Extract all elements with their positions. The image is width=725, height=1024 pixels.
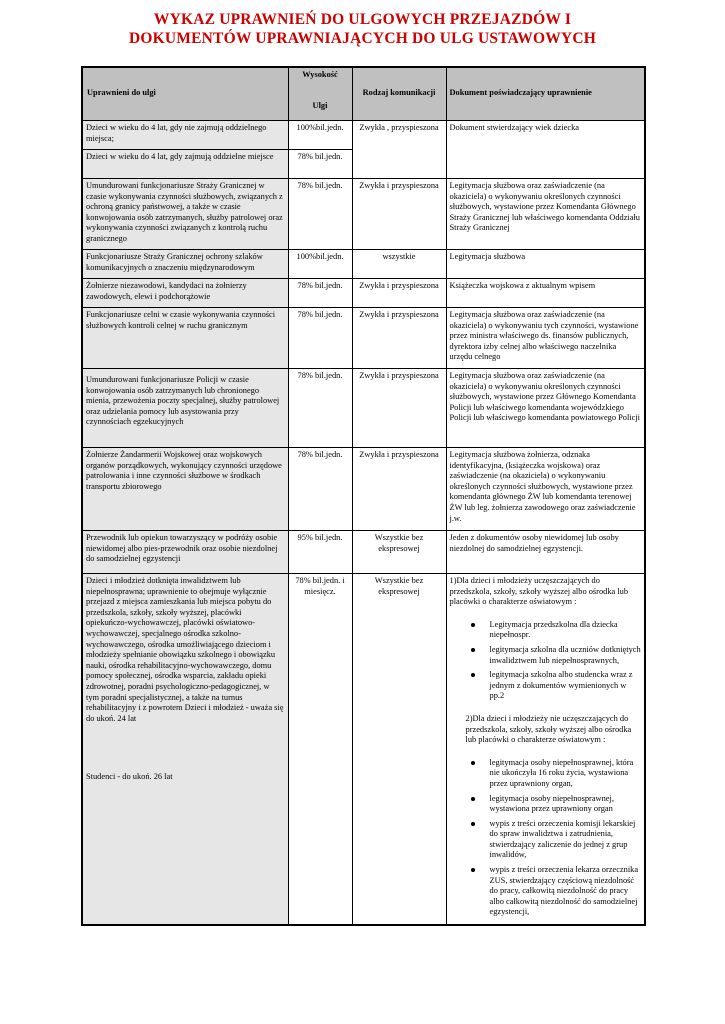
cell-transport: wszystkie: [352, 250, 446, 279]
cell-transport: Zwykła , przyspieszona: [352, 121, 446, 179]
title-line-1: WYKAZ UPRAWNIEŃ DO ULGOWYCH PRZEJAZDÓW I: [153, 11, 572, 28]
header-amount-line2: Ulgi: [312, 100, 328, 110]
cell-amount: 78% bil.jedn.: [288, 308, 352, 369]
document-list-2: [450, 758, 642, 918]
cell-amount: 78% bil.jedn.: [288, 179, 352, 250]
list-item: legitymacja osoby niepełnosprawnej, wystawiona przez uprawniony organ: [450, 794, 642, 815]
document-intro-1: 1)Dla dzieci i młodzieży uczęszczających do przedszkola, szkoły, szkoły wyższej albo ośrodka lub placówki o charakterze oświatowym :: [449, 576, 629, 607]
cell-amount: 100%bil.jedn.: [288, 250, 352, 279]
entitlements-table: [81, 66, 646, 926]
cell-entitled: Przewodnik lub opiekun towarzyszący w podróży osobie niewidomej albo pies-przewodnik oraz osobie niezdolnej do samodzielnej egzystencji: [82, 531, 288, 574]
cell-transport: Zwykła i przyspieszona: [352, 279, 446, 308]
list-item: legitymacja szkolna dla uczniów dotkniętych inwalidztwem lub niepełnosprawnych,: [450, 645, 642, 666]
cell-amount: 78% bil.jedn.: [288, 448, 352, 531]
cell-transport: Zwykła i przyspieszona: [352, 369, 446, 448]
cell-transport: Zwykła i przyspieszona: [352, 179, 446, 250]
cell-entitled-text: Umundurowani funkcjonariusze Policji w czasie konwojowania osób zatrzymanych lub chronionego mienia, przewożenia poczty specjalnej, służby patrolowej oraz udzielania pomocy lub asystowania przy czynnościach egzekucyjnych: [86, 375, 280, 427]
students-note: Studenci - do ukoń. 26 lat: [86, 772, 173, 782]
page-title: [60, 10, 665, 48]
table-row-last: [82, 574, 645, 926]
cell-transport: Wszystkie bez ekspresowej: [352, 531, 446, 574]
cell-amount: 78% bil.jedn.: [288, 150, 352, 179]
cell-entitled: Żołnierze niezawodowi, kandydaci na żołnierzy zawodowych, elewi i podchorążowie: [82, 279, 288, 308]
table-row: [82, 448, 645, 531]
cell-transport: Zwykła i przyspieszona: [352, 308, 446, 369]
cell-document: Legitymacja służbowa oraz zaświadczenie (na okaziciela) o wykonywaniu określonych czynności służbowych, wystawione przez Komendanta Głównego Straży Granicznej lub właściwego komendanta Oddziału Straży Granicznej: [446, 179, 645, 250]
cell-document: Legitymacja służbowa oraz zaświadczenie (na okaziciela) o wykonywaniu określonych czynności służbowych, wystawione przez Głównego Komendanta Policji lub właściwego komendanta wojewódzkiego Policji lub właściwego komendanta powiatowego Policji: [446, 369, 645, 448]
cell-document: Legitymacja służbowa: [446, 250, 645, 279]
cell-amount: 78% bil.jedn.: [288, 279, 352, 308]
table-header-row: [82, 67, 645, 121]
cell-entitled: Funkcjonariusze celni w czasie wykonywania czynności służbowych kontroli celnej w ruchu granicznym: [82, 308, 288, 369]
cell-entitled: Żołnierze Żandarmerii Wojskowej oraz wojskowych organów porządkowych, wykonujący czynności urzędowe patrolowania i inne czynności służbowe w środkach transportu zbiorowego: [82, 448, 288, 531]
list-item: Legitymacja przedszkolna dla dziecka niepełnospr.: [450, 620, 642, 641]
cell-amount: 78% bil.jedn. i miesięcz.: [288, 574, 352, 926]
cell-document: Legitymacja służbowa żołnierza, odznaka identyfikacyjna, (książeczka wojskowa) oraz zaświadczenie (na okaziciela) o wykonywaniu określonych czynności służbowych, wystawione przez komendanta głównego ŻW lub komendanta terenowej ŻW lub leg. żołnierza zawodowego oraz zaświadczenie j.w.: [446, 448, 645, 531]
cell-transport: Zwykła i przyspieszona: [352, 448, 446, 531]
cell-document: Książeczka wojskowa z aktualnym wpisem: [446, 279, 645, 308]
list-item: legitymacja szkolna albo studencka wraz z jednym z dokumentów wymienionych w pp.2: [450, 670, 642, 702]
table-row: [82, 369, 645, 448]
cell-document: [446, 574, 645, 926]
cell-amount: 100%bil.jedn.: [288, 121, 352, 150]
cell-entitled: Dzieci w wieku do 4 lat, gdy nie zajmują oddzielnego miejsca;: [82, 121, 288, 150]
cell-entitled: [82, 574, 288, 926]
cell-amount: 78% bil.jedn.: [288, 369, 352, 448]
table-row: [82, 531, 645, 574]
cell-entitled: Dzieci w wieku do 4 lat, gdy zajmują oddzielne miejsce: [82, 150, 288, 179]
cell-amount: 95% bil.jedn.: [288, 531, 352, 574]
document-list-1: [450, 620, 642, 702]
list-item: wypis z treści orzeczenia komisji lekarskiej do spraw inwalidztwa i zatrudnienia, stwierdzający zaliczenie do jednej z grup inwalidów,: [450, 819, 642, 861]
table-row: [82, 308, 645, 369]
document-intro-2: 2)Dla dzieci i młodzieży nie uczęszczających do przedszkola, szkoły, szkoły wyższej albo ośrodka lub placówki o charakterze oświatowym :: [465, 713, 632, 745]
header-amount-line1: Wysokość: [302, 70, 338, 79]
cell-entitled: Funkcjonariusze Straży Granicznej ochrony szlaków komunikacyjnych o znaczeniu międzynarodowym: [82, 250, 288, 279]
cell-entitled-text: Dzieci i młodzież dotknięta inwalidztwem lub niepełnosprawna; uprawnienie to obejmuje wyłącznie przejazd z miejsca zamieszkania lub miejsca pobytu do przedszkola, szkoły, szkoły wyższej, placówki opiekuńczo-wychowawczej, placówki oświatowo-wychowawczej, specjalnego ośrodka szkolno-wychowawczego, ośrodka umożliwiającego dzieciom i młodzieży spełnianie obowiązku szkolnego i obowiązku nauki, ośrodka rehabilitacyjno-wychowawczego, domu pomocy społecznej, ośrodka wsparcia, zakładu opieki zdrowotnej, poradni psychologiczno-pedagogicznej, w tym poradni specjalistycznej, a także na turnus rehabilitacyjny i z powrotem Dzieci i młodzież - uważa się do ukoń. 24 lat: [86, 576, 284, 723]
header-amount: [288, 67, 352, 121]
cell-entitled: Umundurowani funkcjonariusze Straży Granicznej w czasie wykonywania czynności służbowych, związanych z ochroną granicy państwowej, a także w czasie konwojowania osób zatrzymanych, służby patrolowej oraz wykonywania czynności związanych z kontrolą ruchu granicznego: [82, 179, 288, 250]
header-entitled: Uprawnieni do ulgi: [82, 67, 288, 121]
table-row: [82, 121, 645, 150]
header-document: Dokument poświadczający uprawnienie: [446, 67, 645, 121]
cell-document: Jeden z dokumentów osoby niewidomej lub osoby niezdolnej do samodzielnej egzystencji.: [446, 531, 645, 574]
cell-entitled: [82, 369, 288, 448]
list-item: wypis z treści orzeczenia lekarza orzecznika ZUS, stwierdzający częściową niezdolność do pracy, całkowitą niezdolność do pracy albo całkowitą niezdolność do samodzielnej egzystencji,: [450, 865, 642, 918]
table-row: [82, 179, 645, 250]
cell-document: Legitymacja służbowa oraz zaświadczenie (na okaziciela) o wykonywaniu tych czynności, wystawione przez ministra właściwego ds. finansów publicznych, dyrektora izby celnej albo właściwego naczelnika urzędu celnego: [446, 308, 645, 369]
list-item: legitymacja osoby niepełnosprawnej, która nie ukończyła 16 roku życia, wystawiona przez uprawniony organ,: [450, 758, 642, 790]
table-row: [82, 279, 645, 308]
cell-transport: Wszystkie bez ekspresowej: [352, 574, 446, 926]
title-line-2: DOKUMENTÓW UPRAWNIAJĄCYCH DO ULG USTAWOWYCH: [128, 30, 597, 47]
header-transport: Rodzaj komunikacji: [352, 67, 446, 121]
table-row: [82, 250, 645, 279]
cell-document: Dokument stwierdzający wiek dziecka: [446, 121, 645, 179]
